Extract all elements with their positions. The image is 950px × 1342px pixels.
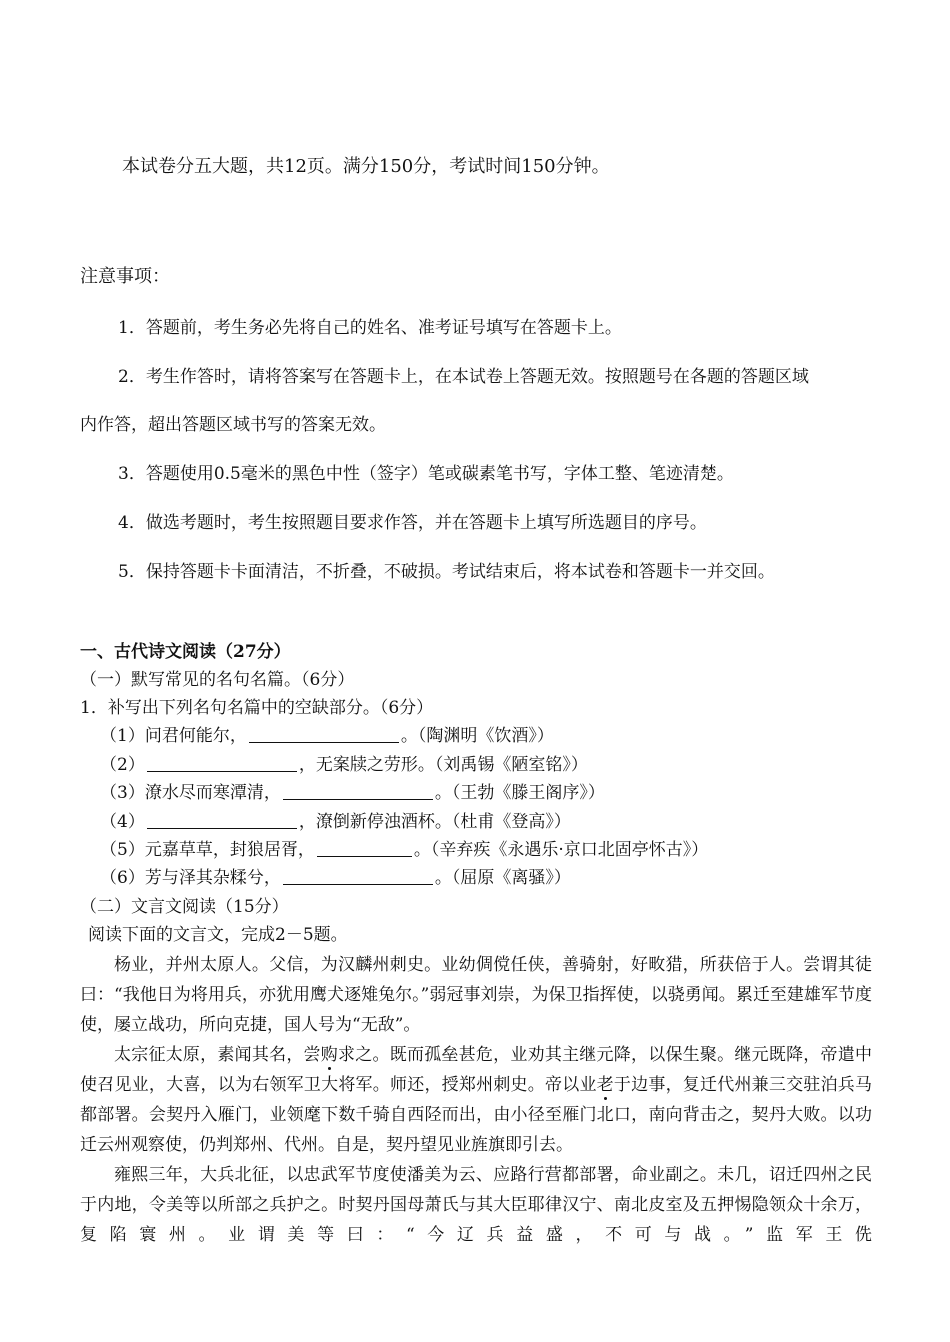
part2-instruction: 阅读下面的文言文，完成2－5题。 (88, 925, 348, 945)
notice-item-5: 5．保持答题卡卡面清洁，不折叠，不破损。考试结束后，将本试卷和答题卡一并交回。 (118, 562, 775, 582)
exam-intro: 本试卷分五大题，共12页。满分150分，考试时间150分钟。 (122, 156, 610, 177)
fill-item-4-post: ，潦倒新停浊酒杯。（杜甫《登高》） (298, 812, 571, 832)
passage-p2-part-a: 太宗征太原，素闻其名，尝 (114, 1045, 321, 1065)
fill-item-3-pre: （3）潦水尽而寒潭清， (100, 783, 281, 803)
emphasis-dot-char: 购 (320, 1045, 339, 1065)
fill-item-2-pre: （2） (100, 755, 145, 775)
fill-item-1-post: 。（陶渊明《饮酒》） (400, 726, 554, 746)
fill-item-1-pre: （1）问君何能尔， (100, 726, 247, 746)
fill-item-3-post: 。（王勃《滕王阁序》） (434, 783, 605, 803)
answer-blank-6[interactable] (283, 866, 433, 885)
fill-item-3 (100, 781, 605, 805)
fill-item-5-post: 。（辛弃疾《永遇乐·京口北固亭怀古》） (413, 840, 709, 860)
fill-item-4 (100, 810, 571, 834)
notice-item-3: 3．答题使用0.5毫米的黑色中性（签字）笔或碳素笔书写，字体工整、笔迹清楚。 (118, 464, 734, 484)
fill-item-6-pre: （6）芳与泽其杂糅兮， (100, 868, 281, 888)
passage-paragraph-2 (80, 1040, 872, 1160)
fill-item-2-post: ，无案牍之劳形。（刘禹锡《陋室铭》） (298, 755, 588, 775)
passage-paragraph-1: 杨业，并州太原人。父信，为汉麟州刺史。业幼倜傥任侠，善骑射，好畋猎，所获倍于人。尝谓其徒曰：“我他日为将用兵，亦犹用鹰犬逐雉兔尔。”弱冠事刘崇，为保卫指挥使，以骁勇闻。累迁至建雄军节度使，屡立战功，所向克捷，国人号为“无敌”。 (80, 955, 872, 1035)
passage-p2-part-b: 求之。既而孤垒甚危，业劝其主继元降，以保生聚。继元既降，帝遣中使召见业，大喜，以为右领军卫大将军。师还，授郑州刺史。帝以业 (80, 1045, 873, 1095)
part2-title: （二）文言文阅读（15分） (80, 897, 289, 917)
fill-item-6-post: 。（屈原《离骚》） (434, 868, 571, 888)
answer-blank-4[interactable] (147, 810, 297, 829)
notice-title: 注意事项： (80, 266, 170, 287)
notice-item-1: 1．答题前，考生务必先将自己的姓名、准考证号填写在答题卡上。 (118, 318, 622, 338)
answer-blank-2[interactable] (147, 753, 297, 772)
fill-item-6 (100, 866, 571, 890)
answer-blank-3[interactable] (283, 781, 433, 800)
question-1: 1．补写出下列名句名篇中的空缺部分。（6分） (80, 698, 434, 718)
fill-item-5-pre: （5）元嘉草草，封狼居胥， (100, 840, 315, 860)
notice-item-2: 2．考生作答时，请将答案写在答题卡上，在本试卷上答题无效。按照题号在各题的答题区域 (118, 367, 809, 387)
notice-item-2-cont: 内作答，超出答题区域书写的答案无效。 (80, 415, 386, 435)
passage-paragraph-3: 雍熙三年，大兵北征，以忠武军节度使潘美为云、应路行营都部署，命业副之。未几，诏迁四州之民于内地，令美等以所部之兵护之。时契丹国母萧氏与其大臣耶律汉宁、南北皮室及五押惕隐领众十余万，复陷寰州。业谓美等曰：“今辽兵益盛，不可与战。”监军王侁 (80, 1165, 872, 1245)
emphasis-dot-char: 老 (596, 1075, 614, 1095)
fill-item-4-pre: （4） (100, 812, 145, 832)
notice-item-4: 4．做选考题时，考生按照题目要求作答，并在答题卡上填写所选题目的序号。 (118, 513, 707, 533)
passage-p2-part-c: 于边事，复迁代州兼三交驻泊兵马都部署。会契丹入雁门，业领麾下数千骑自西陉而出，由小径至雁门北口，南向背击之，契丹大败。以功迁云州观察使，仍判郑州、代州。自是，契丹望见业旌旗即引去。 (80, 1075, 873, 1155)
section1-title: 一、古代诗文阅读（27分） (80, 642, 291, 662)
fill-item-2 (100, 753, 588, 777)
answer-blank-5[interactable] (317, 838, 412, 857)
answer-blank-1[interactable] (249, 724, 399, 743)
part1-title: （一）默写常见的名句名篇。（6分） (80, 670, 355, 690)
fill-item-1 (100, 724, 554, 748)
passage (80, 950, 872, 1250)
fill-item-5 (100, 838, 708, 862)
